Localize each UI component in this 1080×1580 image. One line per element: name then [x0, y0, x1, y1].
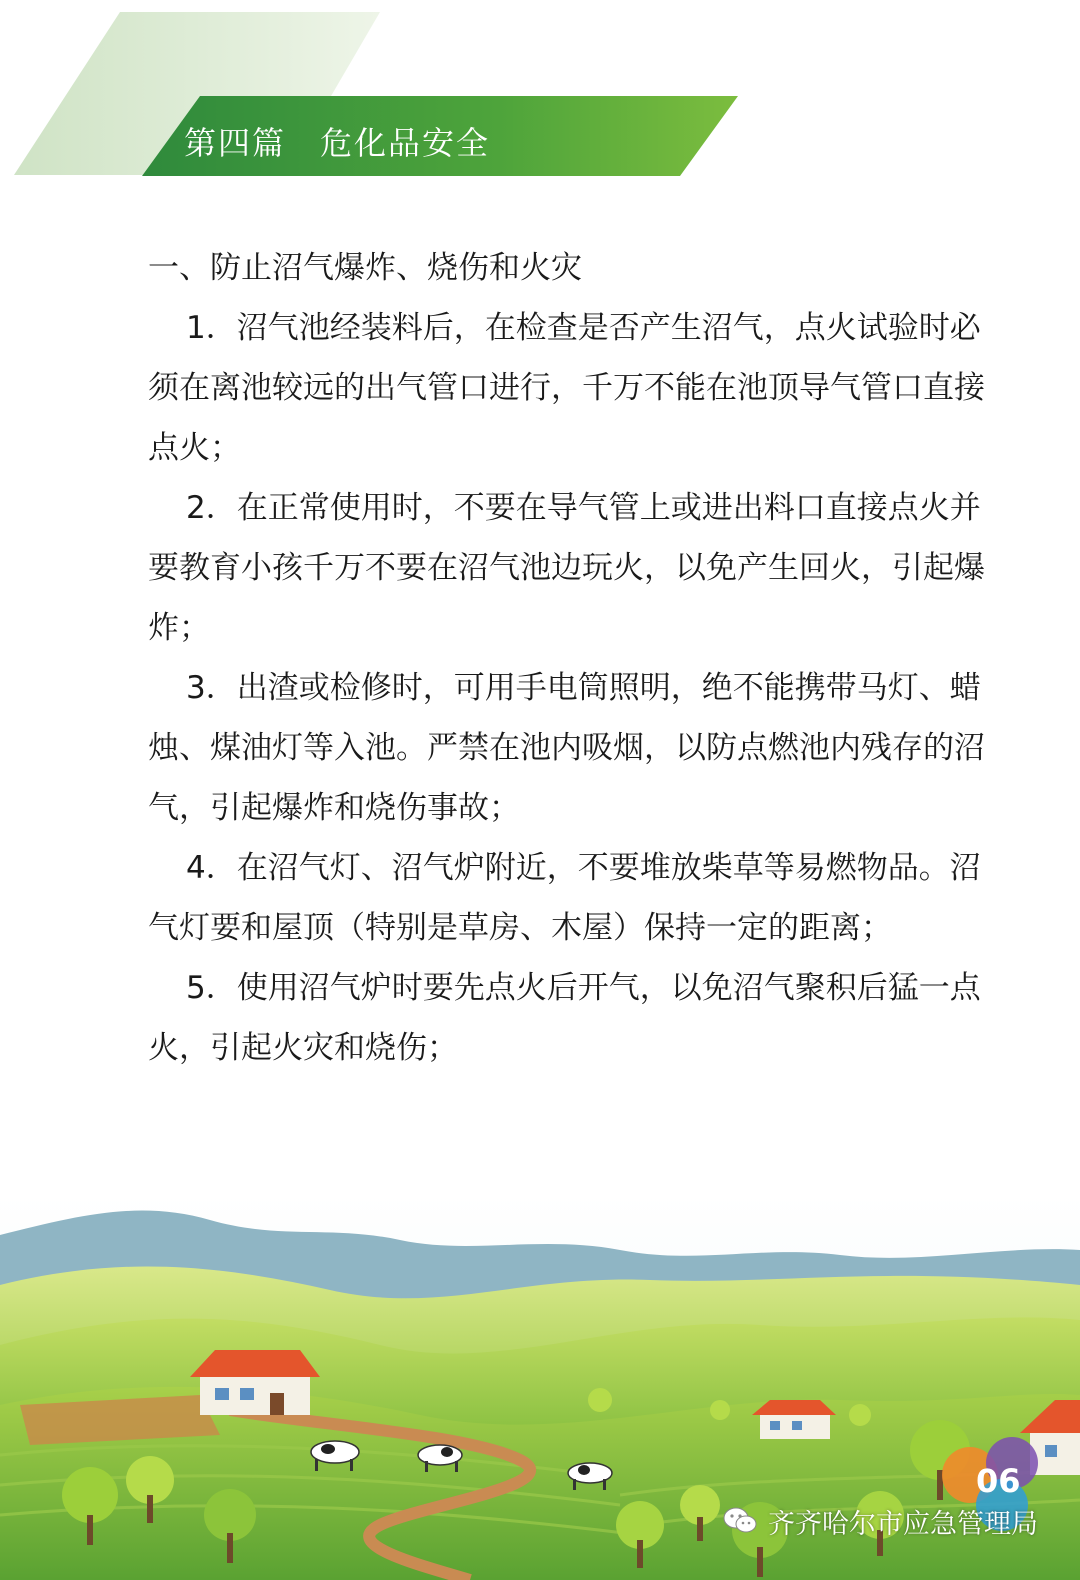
- header-title: 第四篇 危化品安全: [184, 124, 491, 162]
- page-number: 06: [976, 1462, 1021, 1500]
- org-label: [722, 1502, 1038, 1540]
- content-area: [148, 238, 993, 1078]
- section-heading: 一、防止沼气爆炸、烧伤和火灾: [148, 250, 582, 286]
- org-name: 齐齐哈尔市应急管理局: [768, 1508, 1038, 1540]
- header-banner: [0, 0, 1080, 200]
- wechat-icon: [722, 1506, 758, 1536]
- list-item: 4．在沼气灯、沼气炉附近，不要堆放柴草等易燃物品。沼气灯要和屋顶（特别是草房、木屋）保持一定的距离；: [148, 850, 981, 946]
- list-item: 2．在正常使用时，不要在导气管上或进出料口直接点火并要教育小孩千万不要在沼气池边玩火，以免产生回火，引起爆炸；: [148, 490, 985, 646]
- list-item: 1．沼气池经装料后，在检查是否产生沼气，点火试验时必须在离池较远的出气管口进行，千万不能在池顶导气管口直接点火；: [148, 310, 985, 466]
- farmhouse-middle: [752, 1400, 836, 1439]
- list-item: 3．出渣或检修时，可用手电筒照明，绝不能携带马灯、蜡烛、煤油灯等入池。严禁在池内吸烟，以防点燃池内残存的沼气，引起爆炸和烧伤事故；: [148, 670, 985, 826]
- farmhouse-left: [190, 1350, 320, 1415]
- list-item: 5．使用沼气炉时要先点火后开气，以免沼气聚积后猛一点火，引起火灾和烧伤；: [148, 970, 981, 1066]
